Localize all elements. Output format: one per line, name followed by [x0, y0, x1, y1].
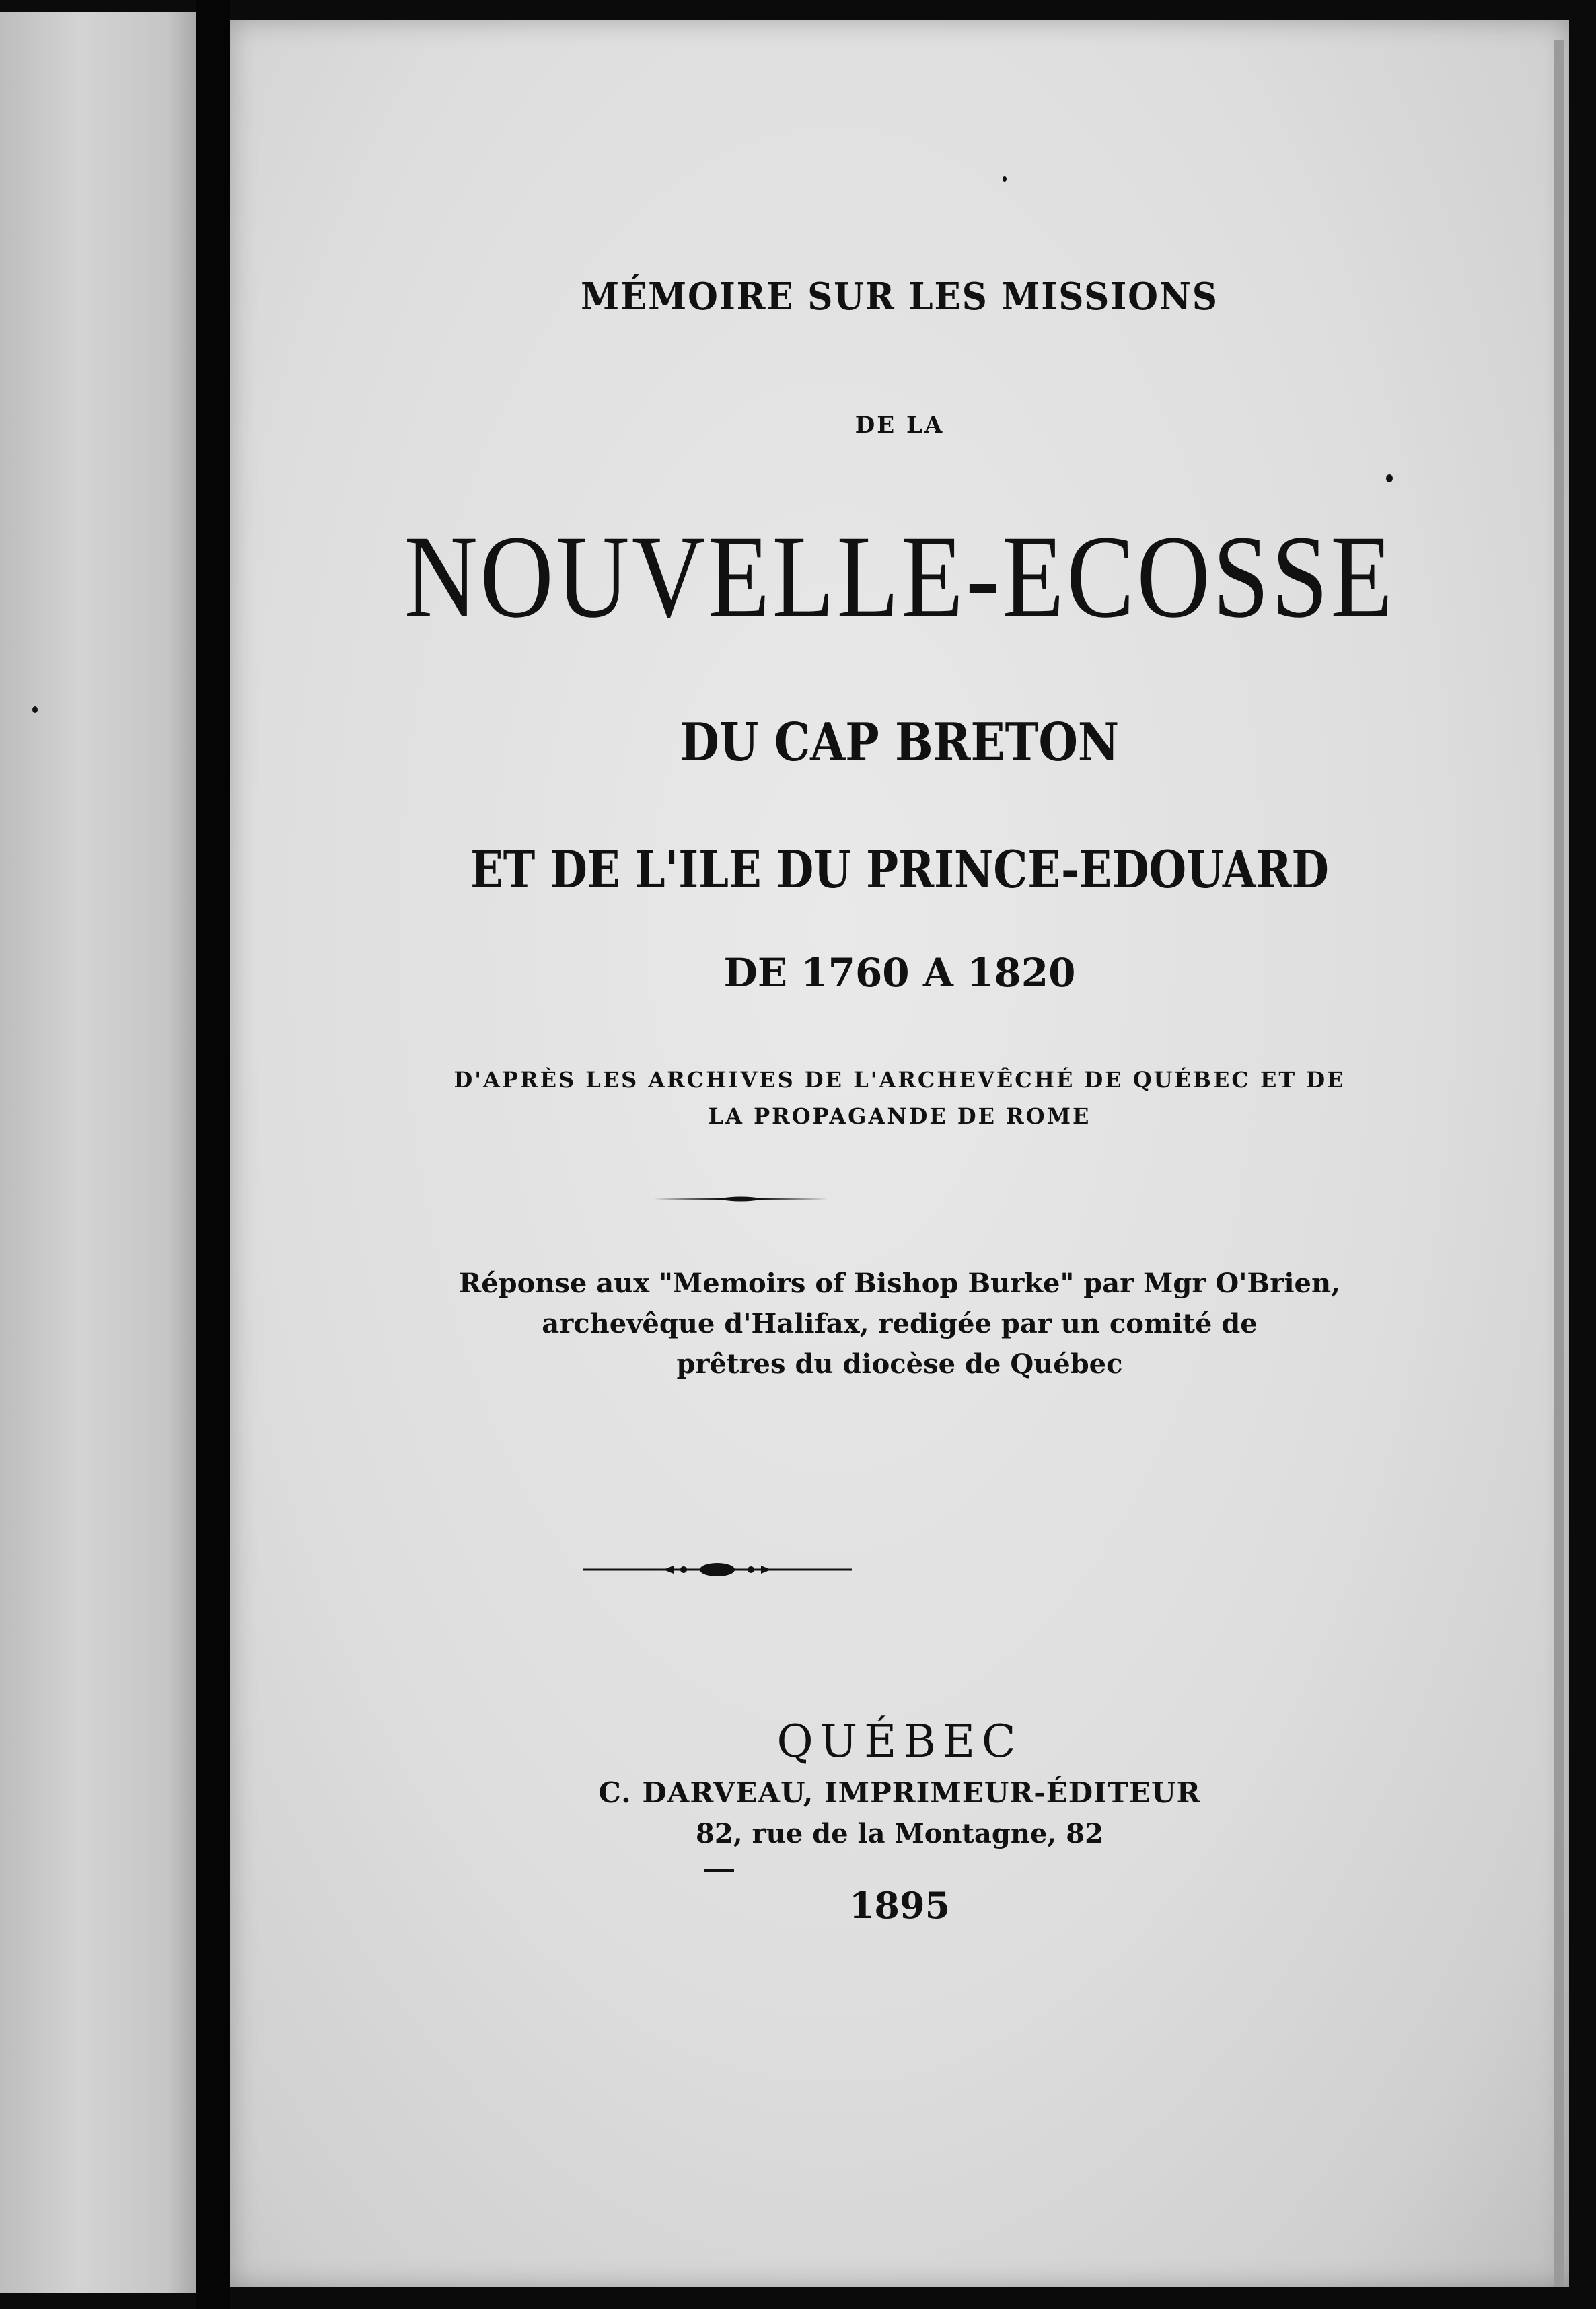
source-line-1: D'APRÈS LES ARCHIVES DE L'ARCHEVÊCHÉ DE QUÉBEC ET DE	[454, 1067, 1346, 1093]
paper-speck	[32, 706, 38, 713]
main-title: NOUVELLE-ECOSSE	[404, 511, 1395, 643]
memoire-heading: MÉMOIRE SUR LES MISSIONS	[581, 274, 1219, 319]
book-gutter	[196, 0, 230, 2309]
decorative-rule	[653, 1194, 828, 1204]
publisher: C. DARVEAU, IMPRIMEUR-ÉDITEUR	[598, 1776, 1201, 1809]
left-page-edge	[0, 12, 196, 2293]
ornamental-divider	[583, 1560, 852, 1580]
title-page-text	[230, 0, 1569, 2309]
note-line-2: archevêque d'Halifax, redigée par un comité de	[542, 1308, 1258, 1340]
de-la-line: DE LA	[855, 412, 945, 439]
subtitle-prince-edouard: ET DE L'ILE DU PRINCE-EDOUARD	[470, 840, 1329, 900]
source-line-2: LA PROPAGANDE DE ROME	[708, 1103, 1091, 1129]
short-rule	[704, 1869, 734, 1872]
city: QUÉBEC	[776, 1716, 1023, 1767]
subtitle-cap-breton: DU CAP BRETON	[680, 712, 1120, 773]
note-line-1: Réponse aux "Memoirs of Bishop Burke" par Mgr O'Brien,	[458, 1268, 1341, 1299]
date-range: DE 1760 A 1820	[723, 950, 1076, 996]
note-line-3: prêtres du diocèse de Québec	[676, 1348, 1123, 1380]
address: 82, rue de la Montagne, 82	[696, 1818, 1103, 1849]
publication-year: 1895	[848, 1884, 951, 1927]
